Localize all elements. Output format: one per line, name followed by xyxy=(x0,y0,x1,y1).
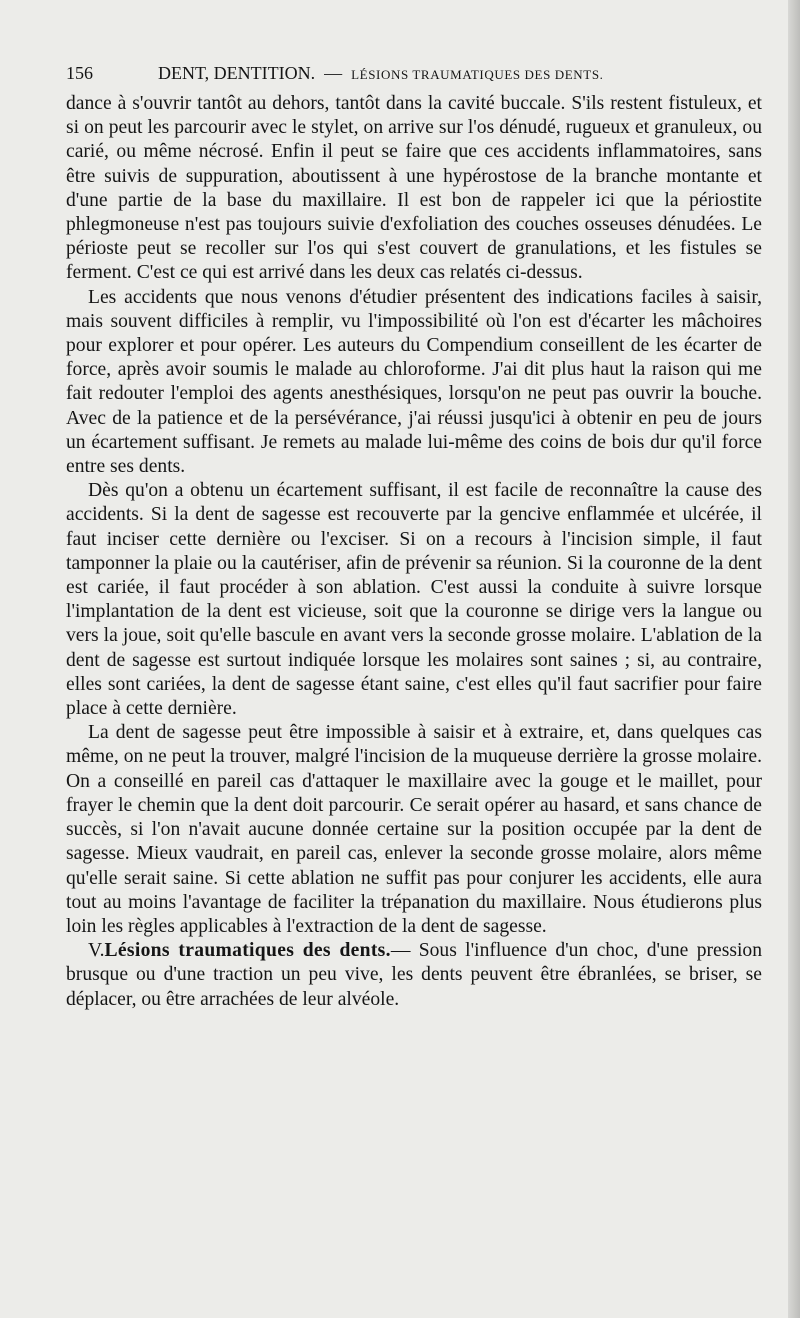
page-body xyxy=(66,92,762,1012)
paragraph-3: Dès qu'on a obtenu un écartement suffisant, il est facile de reconnaître la cause des accidents. Si la dent de sagesse est recouverte par la gencive enflammée et ulcérée, il faut inciser cette dernière ou l'exciser. Si on a recours à l'incision simple, il faut tamponner la plaie ou la cautériser, afin de prévenir sa réunion. Si la couronne de la dent est cariée, il faut procéder à son ablation. C'est aussi la conduite à suivre lorsque l'implantation de la dent est vicieuse, soit que la couronne se dirige vers la langue ou vers la joue, soit qu'elle bascule en avant vers la seconde grosse molaire. L'ablation de la dent de sagesse est surtout indiquée lorsque les molaires sont saines ; si, au contraire, elles sont cariées, la dent de sagesse étant saine, c'est elles qu'il faut sacrifier pour faire place à cette dernière. xyxy=(66,480,762,720)
running-title xyxy=(158,62,604,86)
page-number: 156 xyxy=(66,63,93,83)
page-edge-shadow xyxy=(788,0,800,1318)
header-title: DENT, DENTITION. xyxy=(158,63,316,83)
header-dash: — xyxy=(324,63,343,83)
section-title: Lésions traumatiques des dents. xyxy=(104,940,391,962)
section-text: — Sous l'influence d'un choc, d'une pression brusque ou d'une traction un peu vive, les dents peuvent être ébranlées, se briser, se déplacer, ou être arrachées de leur alvéole. xyxy=(66,940,762,1010)
paragraph-4: La dent de sagesse peut être impossible à saisir et à extraire, et, dans quelques cas même, on ne peut la trouver, malgré l'incision de la muqueuse derrière la grosse molaire. On a conseillé en pareil cas d'attaquer le maxillaire avec la gouge et le maillet, pour frayer le chemin que la dent doit parcourir. Ce serait opérer au hasard, et sans chance de succès, si l'on n'avait aucune donnée certaine sur la position occupée par la dent de sagesse. Mieux vaudrait, en pareil cas, enlever la seconde grosse molaire, alors même qu'elle serait saine. Si cette ablation ne suffit pas pour conjurer les accidents, elle aura tout au moins l'avantage de faciliter la trépanation du maxillaire. Nous étudierons plus loin les règles applicables à l'extraction de la dent de sagesse. xyxy=(66,722,762,937)
header-subtitle: LÉSIONS TRAUMATIQUES DES DENTS. xyxy=(351,67,604,82)
paragraph-1: dance à s'ouvrir tantôt au dehors, tantôt dans la cavité buccale. S'ils restent fistuleux, et si on peut les parcourir avec le stylet, on arrive sur l'os dénudé, rugueux et granuleux, ou carié, ou même nécrosé. Enfin il peut se faire que ces accidents inflammatoires, sans être suivis de suppuration, aboutissent à une hypérostose de la branche montante et d'une partie de la base du maxillaire. Il est bon de rappeler ici que la périostite phlegmoneuse n'est pas toujours suivie d'exfoliation des couches osseuses dénudées. Le périoste peut se recoller sur l'os qui s'est couvert de granulations, et les fistules se ferment. C'est ce qui est arrivé dans les deux cas relatés ci-dessus. xyxy=(66,93,762,284)
section-number: V. xyxy=(88,940,105,962)
section-paragraph xyxy=(66,939,762,1012)
paragraph-2: Les accidents que nous venons d'étudier présentent des indications faciles à saisir, mais souvent difficiles à remplir, vu l'impossibilité où l'on est d'écarter les mâchoires pour explorer et pour opérer. Les auteurs du Compendium conseillent de les écarter de force, après avoir soumis le malade au chloroforme. J'ai dit plus haut la raison qui me fait redouter l'emploi des agents anesthésiques, lorsqu'on ne peut pas ouvrir la bouche. Avec de la patience et de la persévérance, j'ai réussi jusqu'ici à obtenir en peu de jours un écartement suffisant. Je remets au malade lui-même des coins de bois dur qu'il force entre ses dents. xyxy=(66,286,762,478)
